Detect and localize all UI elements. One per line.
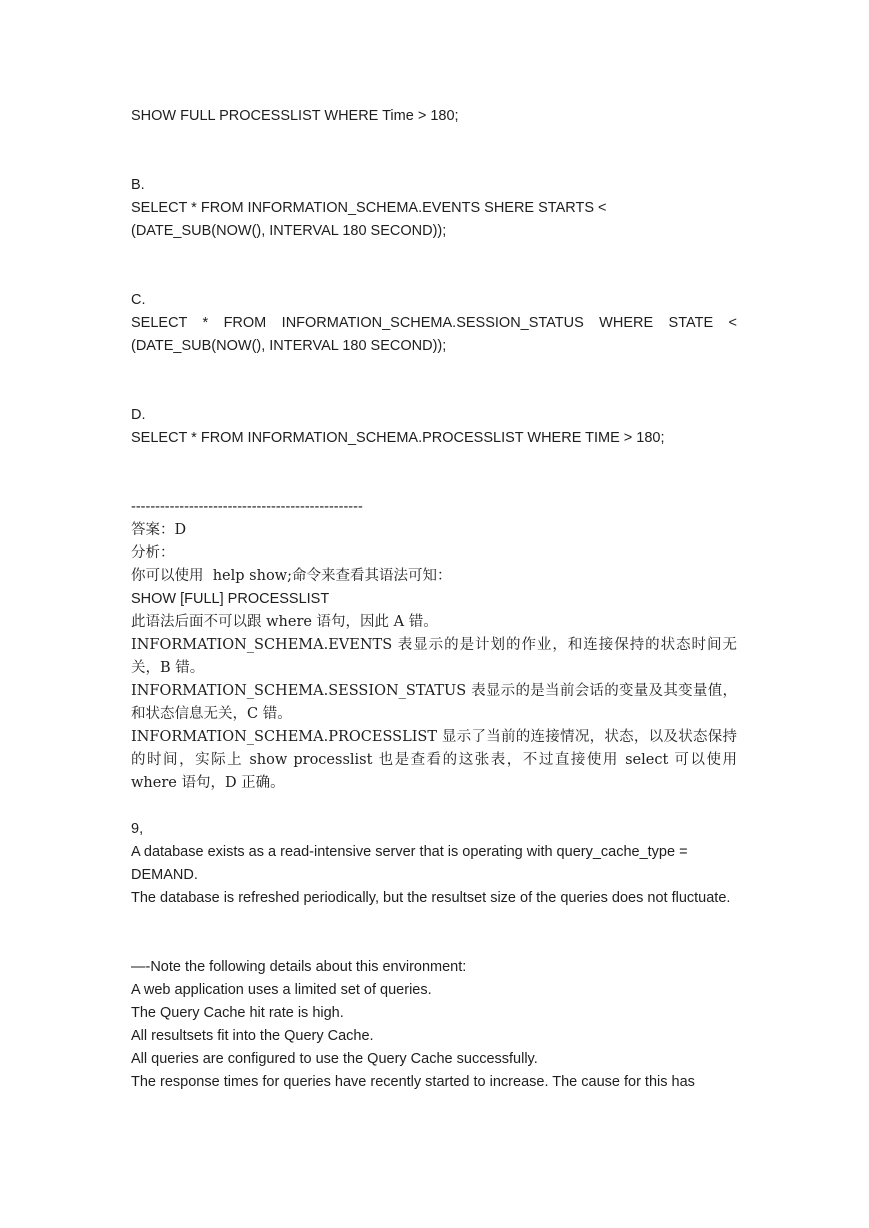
separator-line: ------------------------------------------------ (131, 499, 363, 515)
spacer (131, 450, 737, 496)
question-last-line: The response times for queries have recently started to increase. The cause for this has (131, 1074, 695, 1090)
point-a: 此语法后面不可以跟 where 语句，因此 A 错。 (131, 614, 438, 630)
document-page (131, 105, 742, 1094)
option-d-label: D. (131, 407, 146, 423)
detail-item: A web application uses a limited set of queries. (131, 982, 432, 998)
analysis-heading: 分析： (131, 545, 175, 561)
spacer (131, 910, 737, 956)
option-b-label: B. (131, 177, 145, 193)
point-c: INFORMATION_SCHEMA.SESSION_STATUS 表显示的是当前会话的变量及其变量值，和状态信息无关，C 错。 (131, 683, 737, 722)
spacer (131, 243, 737, 289)
syntax-line: SHOW [FULL] PROCESSLIST (131, 591, 330, 607)
answer-line: 答案：D (131, 522, 187, 538)
option-d-sql: SELECT * FROM INFORMATION_SCHEMA.PROCESSLIST WHERE TIME > 180; (131, 430, 665, 446)
detail-item: All resultsets fit into the Query Cache. (131, 1028, 374, 1044)
point-d: INFORMATION_SCHEMA.PROCESSLIST 显示了当前的连接情况，状态，以及状态保持的时间，实际上 show processlist 也是查看的这张表，不过直接使用 select 可以使用 where 语句，D 正确。 (131, 729, 742, 791)
option-c-sql: SELECT * FROM INFORMATION_SCHEMA.SESSION_STATUS WHERE STATE < (DATE_SUB(NOW(), INTERVAL 180 SECOND)); (131, 315, 742, 354)
point-b: INFORMATION_SCHEMA.EVENTS 表显示的是计划的作业，和连接保持的状态时间无关，B 错。 (131, 637, 737, 676)
question-para-1: A database exists as a read-intensive server that is operating with query_cache_type = DEMAND. (131, 844, 692, 883)
option-c-label: C. (131, 292, 146, 308)
detail-item: The Query Cache hit rate is high. (131, 1005, 344, 1021)
question-para-2: The database is refreshed periodically, but the resultset size of the queries does not fluctuate. (131, 890, 731, 906)
option-b-sql: SELECT * FROM INFORMATION_SCHEMA.EVENTS SHERE STARTS < (DATE_SUB(NOW(), INTERVAL 180 SECOND)); (131, 200, 611, 239)
spacer (131, 128, 737, 174)
question-number: 9, (131, 821, 144, 837)
spacer (131, 795, 737, 818)
note-heading: —-Note the following details about this environment: (131, 959, 467, 975)
spacer (131, 358, 737, 404)
analysis-intro: 你可以使用 help show;命令来查看其语法可知： (131, 568, 452, 584)
option-a-sql: SHOW FULL PROCESSLIST WHERE Time > 180; (131, 108, 459, 124)
detail-item: All queries are configured to use the Query Cache successfully. (131, 1051, 538, 1067)
